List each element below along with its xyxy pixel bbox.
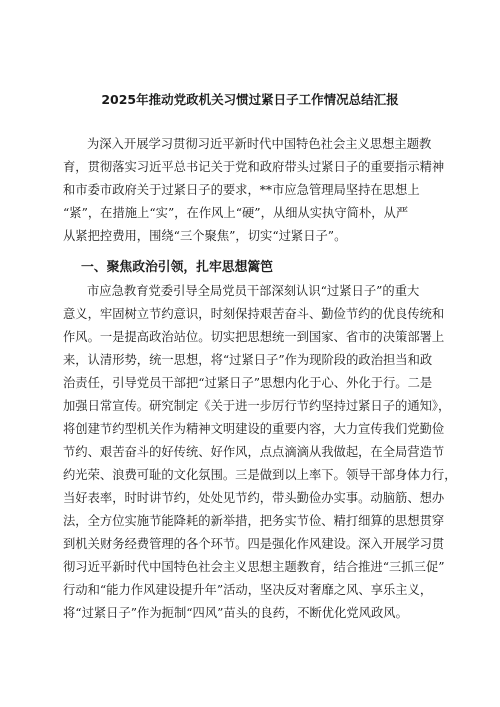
paragraph-line: 意义，牢固树立节约意识，时刻保持艰苦奋斗、勤俭节约的优良传统和 <box>63 307 445 321</box>
paragraph-line: 市应急教育党委引导全局党员干部深刻认识“过紧日子”的重大 <box>87 284 420 298</box>
paragraph-line: 来，认清形势，统一思想，将“过紧日子”作为现阶段的政治担当和政 <box>63 353 433 367</box>
section-body <box>63 280 463 625</box>
paragraph-line: 彻习近平新时代中国特色社会主义思想主题教育，结合推进“三抓三促” <box>63 560 445 574</box>
section-heading: 一、聚焦政治引领，扎牢思想篱笆 <box>81 260 273 275</box>
paragraph-line: 节约、艰苦奋斗的好传统、好作风，点点滴滴从我做起，在全局营造节 <box>63 445 445 459</box>
paragraph-line: 当好表率，时时讲节约，处处见节约，带头勤俭办实事。动脑筋、想办 <box>63 491 445 505</box>
paragraph-line: 加强日常宣传。研究制定《关于进一步厉行节约坚持过紧日子的通知》， <box>63 399 451 413</box>
paragraph-line: 法，全方位实施节能降耗的新举措，把务实节俭、精打细算的思想贯穿 <box>63 514 445 528</box>
paragraph-line: 到机关财务经费管理的各个环节。四是强化作风建设。深入开展学习贯 <box>63 537 445 551</box>
paragraph-line: 和市委市政府关于过紧日子的要求，**市应急管理局坚持在思想上 <box>63 183 420 197</box>
paragraph-line: 治责任，引导党员干部把“过紧日子”思想内化于心、外化于行。二是 <box>63 376 433 390</box>
paragraph-line: 行动和“能力作风建设提升年”活动，坚决反对奢靡之风、享乐主义， <box>63 583 433 597</box>
paragraph-line: 为深入开展学习贯彻习近平新时代中国特色社会主义思想主题教 <box>87 137 432 151</box>
paragraph-line: 约光荣、浪费可耻的文化氛围。三是做到以上率下。领导干部身体力行， <box>63 468 457 482</box>
paragraph-line: 将“过紧日子”作为扼制“四风”苗头的良药，不断优化党风政风。 <box>63 606 408 620</box>
paragraph-line: 育，贯彻落实习近平总书记关于党和政府带头过紧日子的重要指示精神 <box>63 160 445 174</box>
paragraph-line: 从紧把控费用，围绕“三个聚焦”，切实“过紧日子”。 <box>63 229 347 243</box>
document-title: 2025年推动党政机关习惯过紧日子工作情况总结汇报 <box>101 92 399 107</box>
intro-paragraph <box>63 133 463 248</box>
paragraph-line: “紧”，在措施上“实”，在作风上“硬”，从细从实执守简朴，从严 <box>63 206 409 220</box>
paragraph-line: 作风。一是提高政治站位。切实把思想统一到国家、省市的决策部署上 <box>63 330 445 344</box>
paragraph-line: 将创建节约型机关作为精神文明建设的重要内容，大力宣传我们党勤俭 <box>63 422 445 436</box>
